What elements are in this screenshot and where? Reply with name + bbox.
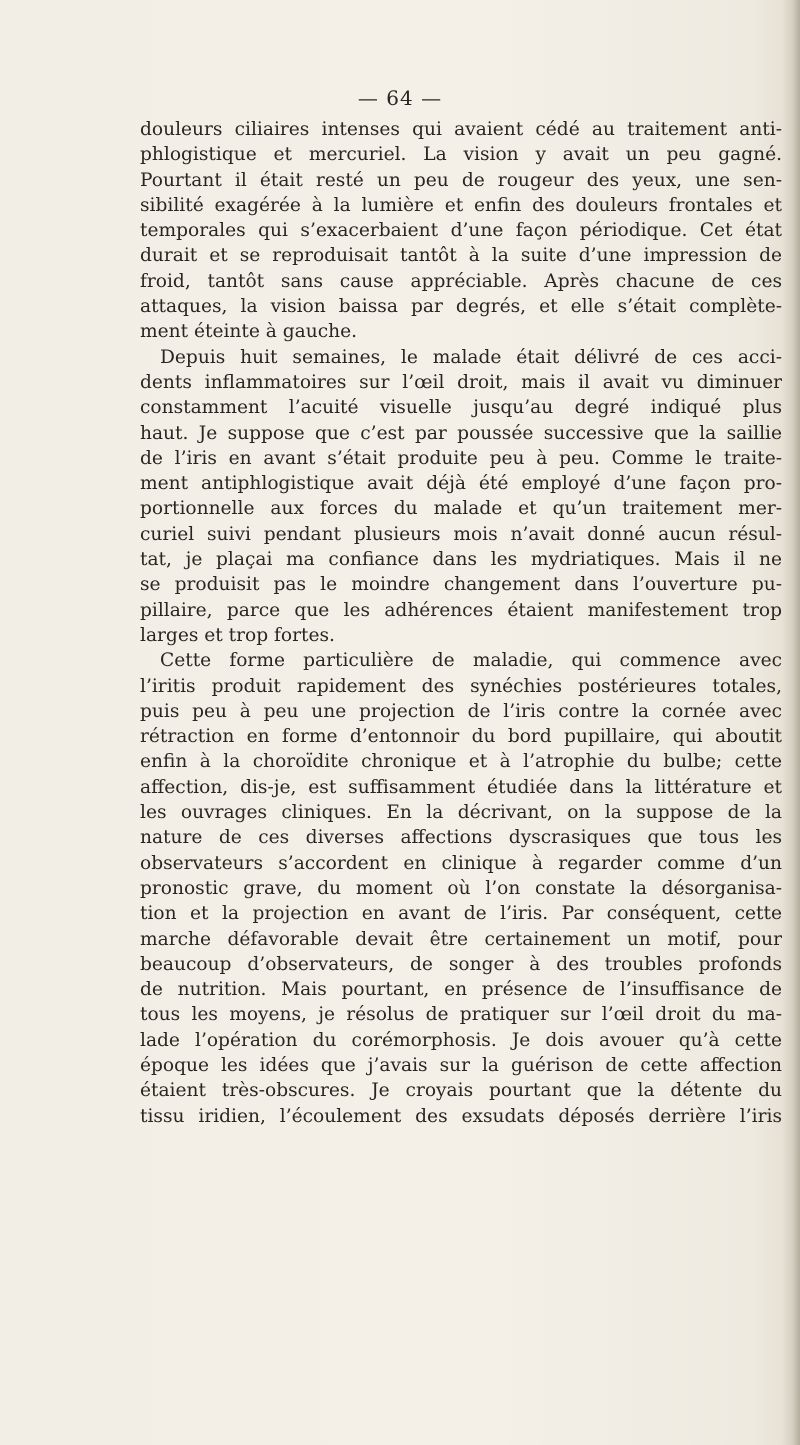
text-line: étaient très-obscures. Je croyais pourtant que la détente du <box>140 1080 782 1102</box>
text-line: rétraction en forme d’entonnoir du bord pupillaire, qui aboutit <box>140 726 782 748</box>
text-line: tion et la projection en avant de l’iris. Par conséquent, cette <box>140 903 782 925</box>
text-line: attaques, la vision baissa par degrés, et elle s’était complète- <box>140 296 782 318</box>
text-line: lade l’opération du corémorphosis. Je dois avouer qu’à cette <box>140 1029 782 1051</box>
text-line: tat, je plaçai ma confiance dans les mydriatiques. Mais il ne <box>140 549 782 571</box>
text-line: phlogistique et mercuriel. La vision y avait un peu gagné. <box>140 144 782 166</box>
text-line: haut. Je suppose que c’est par poussée successive que la saillie <box>140 422 782 444</box>
text-line: curiel suivi pendant plusieurs mois n’avait donné aucun résul- <box>140 523 782 545</box>
text-line: nature de ces diverses affections dyscrasiques que tous les <box>140 827 782 849</box>
text-line: époque les idées que j’avais sur la guérison de cette affection <box>140 1054 782 1076</box>
text-line: marche défavorable devait être certainement un motif, pour <box>140 928 782 950</box>
text-line: Cette forme particulière de maladie, qui commence avec <box>160 650 782 672</box>
text-line: de nutrition. Mais pourtant, en présence de l’insuffisance de <box>140 979 782 1001</box>
text-line: puis peu à peu une projection de l’iris contre la cornée avec <box>140 700 782 722</box>
page-number: — 64 — <box>357 86 443 110</box>
body-text <box>140 117 782 1129</box>
text-line: enfin à la choroïdite chronique et à l’atrophie du bulbe; cette <box>140 751 782 773</box>
text-line: l’iritis produit rapidement des synéchies postérieures totales, <box>140 675 782 697</box>
text-line: temporales qui s’exacerbaient d’une façon périodique. Cet état <box>140 220 782 242</box>
text-line: larges et trop fortes. <box>140 624 335 646</box>
text-line: beaucoup d’observateurs, de songer à des troubles profonds <box>140 953 782 975</box>
text-line: douleurs ciliaires intenses qui avaient cédé au traitement anti- <box>140 119 782 140</box>
text-line: affection, dis-je, est suffisamment étudiée dans la littérature et <box>140 776 782 798</box>
text-line: ment antiphlogistique avait déjà été employé d’une façon pro- <box>140 473 782 495</box>
text-line: pronostic grave, du moment où l’on constate la désorganisa- <box>140 877 782 899</box>
text-line: durait et se reproduisait tantôt à la suite d’une impression de <box>140 245 782 267</box>
text-line: tous les moyens, je résolus de pratiquer sur l’œil droit du ma- <box>140 1004 782 1026</box>
text-line: sibilité exagérée à la lumière et enfin des douleurs frontales et <box>140 194 782 216</box>
text-line: Depuis huit semaines, le malade était délivré de ces acci- <box>160 346 782 368</box>
text-line: constamment l’acuité visuelle jusqu’au degré indiqué plus <box>140 397 782 419</box>
text-line: tissu iridien, l’écoulement des exsudats déposés derrière l’iris <box>140 1105 782 1127</box>
text-line: se produisit pas le moindre changement dans l’ouverture pu- <box>140 574 782 596</box>
text-line: portionnelle aux forces du malade et qu’un traitement mer- <box>140 498 782 520</box>
page-edge-shadow <box>782 0 800 1445</box>
text-line: de l’iris en avant s’était produite peu à peu. Comme le traite- <box>140 447 782 469</box>
text-line: ment éteinte à gauche. <box>140 321 358 343</box>
text-line: froid, tantôt sans cause appréciable. Après chacune de ces <box>140 270 782 292</box>
text-line: les ouvrages cliniques. En la décrivant, on la suppose de la <box>140 802 782 824</box>
text-line: observateurs s’accordent en clinique à regarder comme d’un <box>140 852 782 874</box>
text-line: pillaire, parce que les adhérences étaient manifestement trop <box>140 599 782 621</box>
text-line: Pourtant il était resté un peu de rougeur des yeux, une sen- <box>140 169 782 191</box>
text-line: dents inflammatoires sur l’œil droit, mais il avait vu diminuer <box>140 371 782 393</box>
